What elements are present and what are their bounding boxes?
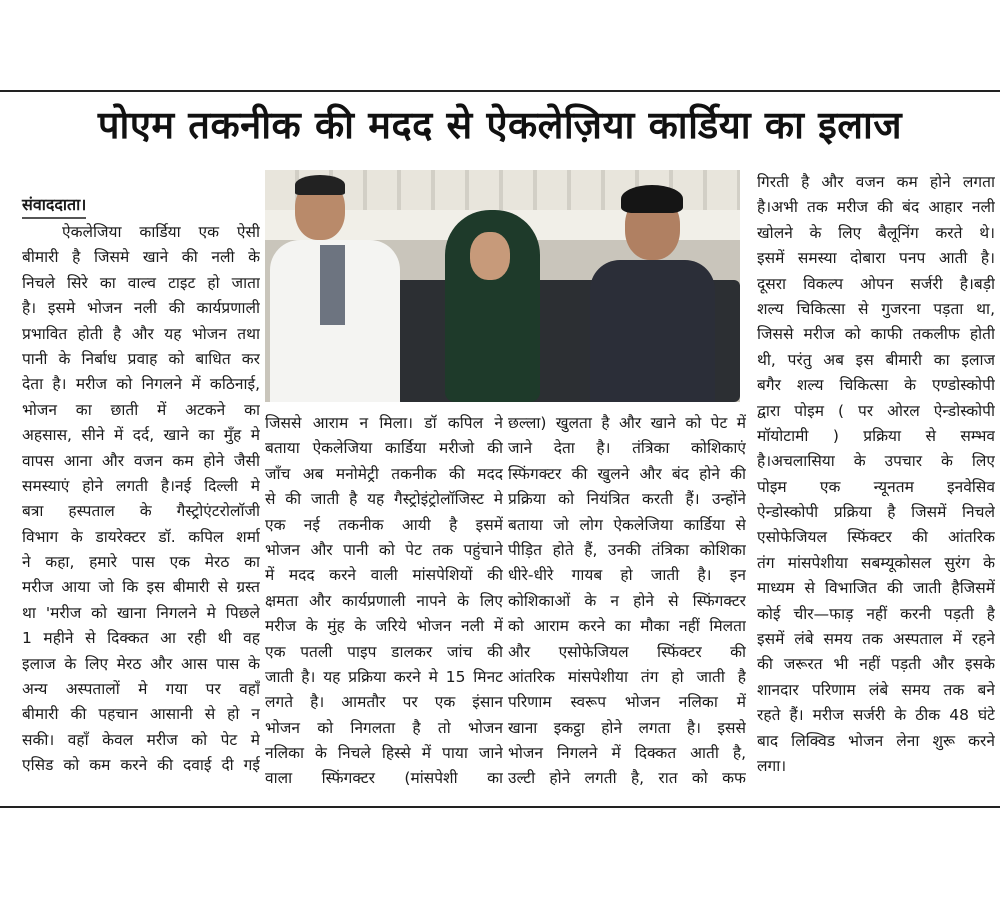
- article-line: धीरे-धीरे गायब हो जाती है। इन: [508, 566, 746, 585]
- article-line: एक पतली पाइप डालकर जांच की: [265, 642, 503, 661]
- article-line: सकी। वहाँ केवल मरीज को पेट मे: [22, 730, 260, 749]
- article-line: ऐकलेजिया कार्डिया एक ऐसी: [62, 223, 260, 241]
- article-line: पोइम एक न्यूनतम इनवेसिव: [757, 477, 995, 496]
- article-line: रहते हैं। मरीज सर्जरी के ठीक 48 घंटे: [757, 706, 995, 725]
- byline: संवाददाता।: [22, 193, 86, 219]
- article-line: बाद लिक्विड भोजन लेना शुरू करने: [757, 731, 995, 750]
- article-line: थी, परंतु अब इस बीमारी का इलाज: [757, 350, 995, 369]
- article-line: समस्याएं होने लगती है।नई दिल्ली मे: [22, 476, 260, 495]
- article-line: ने कहा, हमारे पास एक मेरठ का: [22, 553, 260, 572]
- article-line: था 'मरीज को खाना निगलने मे पिछले: [22, 603, 260, 622]
- article-line: से की जाती है यह गैस्ट्रोइंट्रोलॉजिस्ट मे: [265, 490, 503, 509]
- article-line: लगते है। आमतौर पर एक इंसान: [265, 693, 503, 712]
- article-line: आंतरिक मांसपेशीया तंग हो जाती है: [508, 667, 746, 686]
- article-line: गिरती है और वजन कम होने लगता: [757, 173, 995, 191]
- article-line: एसोफेजियल स्फिंक्टर की आंतरिक: [757, 528, 995, 547]
- article-line: बगैर शल्य चिकित्सा के एण्डोस्कोपी: [757, 376, 995, 395]
- article-line: भोजन को निगलता है तो भोजन: [265, 718, 503, 737]
- article-line: अन्य अस्पतालों मे गया पर वहाँ: [22, 680, 260, 699]
- article-line: एसिड को कम करने की दवाई दी गई: [22, 756, 260, 775]
- article-line: वापस आना और वजन कम होने जैसी: [22, 451, 260, 470]
- article-line: अहसास, सीने में दर्द, खाने का मुँह मे: [22, 426, 260, 445]
- article-line: परिणाम स्वरूप भोजन नलिका में: [508, 693, 746, 712]
- article-line: और एसोफेजियल स्फिंक्टर की: [508, 642, 746, 661]
- article-line: कोई चीर—फाड़ नहीं करनी पड़ती है: [757, 604, 995, 623]
- article-line: है। इसमे भोजन नली की कार्यप्रणाली: [22, 299, 260, 318]
- article-line: पीड़ित होते हैं, उनकी तंत्रिका कोशिका: [508, 540, 746, 559]
- article-line: तंग मांसपेशीया सबम्यूकोसल सुरंग के: [757, 553, 995, 572]
- article-line: बताया ऐकलेजिया कार्डिया मरीजो की: [265, 439, 503, 458]
- article-line: है।अभी तक मरीज की बंद आहार नली: [757, 198, 995, 217]
- article-line: बीमारी है जिसमे खाने की नली के: [22, 248, 260, 267]
- article-line: जाने देता है। तंत्रिका कोशिकाएं: [508, 439, 746, 458]
- article-line: में मदद करने वाली मांसपेशियों की: [265, 566, 503, 585]
- article-line: माध्यम से विभाजित की जाती हैजिसमें: [757, 579, 995, 598]
- article-line: प्रभावित होती है और यह भोजन तथा: [22, 324, 260, 343]
- article-line: एक नई तकनीक आयी है इसमें: [265, 515, 503, 534]
- article-line: भोजन और पानी को पेट तक पहुंचाने: [265, 540, 503, 559]
- article-line: द्वारा पोइम ( पर ओरल ऐन्डोस्कोपी: [757, 401, 995, 420]
- top-rule: [0, 90, 1000, 92]
- article-line: खाना इकट्ठा होने लगता है। इससे: [508, 718, 746, 737]
- article-line: छल्ला) खुलता है और खाने को पेट में: [508, 414, 746, 432]
- article-line: दूसरा विकल्प ओपन सर्जरी है।बड़ी: [757, 274, 995, 293]
- article-line: मरीज के मुंह के जरिये भोजन नली में: [265, 617, 503, 636]
- article-line: जाँच अब मनोमेट्री तकनीक की मदद: [265, 464, 503, 483]
- article-line: बीमारी की पहचान आसानी से हो न: [22, 705, 260, 724]
- article-line: मॉयोटामी ) प्रक्रिया से सम्भव: [757, 426, 995, 445]
- article-line: 1 महीने से दिक्कत आ रही थी वह: [22, 629, 260, 648]
- article-line: लगा।: [757, 756, 787, 775]
- article-line: प्रक्रिया को नियंत्रित करती हैं। उन्होंने: [508, 490, 746, 509]
- article-line: भोजन निगलने में दिक्कत आती है,: [508, 744, 746, 763]
- article-line: भोजन का छाती में अटकने का: [22, 400, 260, 419]
- article-line: इलाज के लिए मेरठ और आस पास के: [22, 654, 260, 673]
- article-line: नलिका के निचले हिस्से में पाया जाने: [265, 744, 503, 763]
- article-line: को आराम करने का मौका नहीं मिलता: [508, 617, 746, 636]
- article-line: निचले सिरे का वाल्व टाइट हो जाता: [22, 273, 260, 292]
- article-line: शानदार परिणाम लंबे समय तक बने: [757, 680, 995, 699]
- article-column-2: [265, 411, 503, 792]
- article-line: उल्टी होने लगती है, रात को कफ: [508, 769, 746, 788]
- article-column-4: [757, 170, 995, 779]
- article-line: इसमें समस्या दोबारा पनप आती है।: [757, 249, 995, 268]
- headline: पोएम तकनीक की मदद से ऐकलेज़िया कार्डिया का इलाज: [97, 103, 903, 147]
- article-line: जाती है। यह प्रक्रिया करने मे 15 मिनट: [265, 667, 503, 686]
- article-line: खोलने के लिए बैलूनिंग करते थे।: [757, 223, 995, 242]
- article-line: स्फिंगक्टर की खुलने और बंद होने की: [508, 464, 746, 483]
- article-line: शल्य चिकित्सा से गुजरना पड़ता था,: [757, 299, 995, 318]
- article-line: पानी के निर्बाध प्रवाह को बाधित कर: [22, 349, 260, 368]
- article-line: बताया जो लोग ऐकलेजिया कार्डिया से: [508, 515, 746, 534]
- article-line: की जरूरत भी नहीं पड़ती और इसके: [757, 655, 995, 674]
- article-line: बत्रा हस्पताल के गैस्ट्रोएंटरोलॉजी: [22, 502, 260, 521]
- article-line: जिससे मरीज को काफी तकलीफ होती: [757, 325, 995, 344]
- article-line: कोशिकाओं के न होने से स्फिंगक्टर: [508, 591, 746, 610]
- article-line: जिससे आराम न मिला। डॉ कपिल ने: [265, 414, 503, 432]
- article-line: क्षमता और कार्यप्रणाली नापने के लिए: [265, 591, 503, 610]
- article-line: इसमें लंबे समय तक अस्पताल में रहने: [757, 630, 995, 649]
- article-column-1: [22, 220, 260, 779]
- article-line: है।अचलासिया के उपचार के लिए: [757, 452, 995, 471]
- article-line: देता है। मरीज को निगलने में कठिनाई,: [22, 375, 260, 394]
- news-photo: [265, 170, 740, 402]
- bottom-rule: [0, 806, 1000, 808]
- article-line: विभाग के डायरेक्टर डॉ. कपिल शर्मा: [22, 527, 260, 546]
- article-line: वाला स्फिंगक्टर (मांसपेशी का: [265, 769, 503, 788]
- article-line: मरीज आया जो कि इस बीमारी से ग्रस्त: [22, 578, 260, 597]
- article-line: ऐन्डोस्कोपी प्रक्रिया है जिसमें निचले: [757, 503, 995, 522]
- article-column-3: [508, 411, 746, 792]
